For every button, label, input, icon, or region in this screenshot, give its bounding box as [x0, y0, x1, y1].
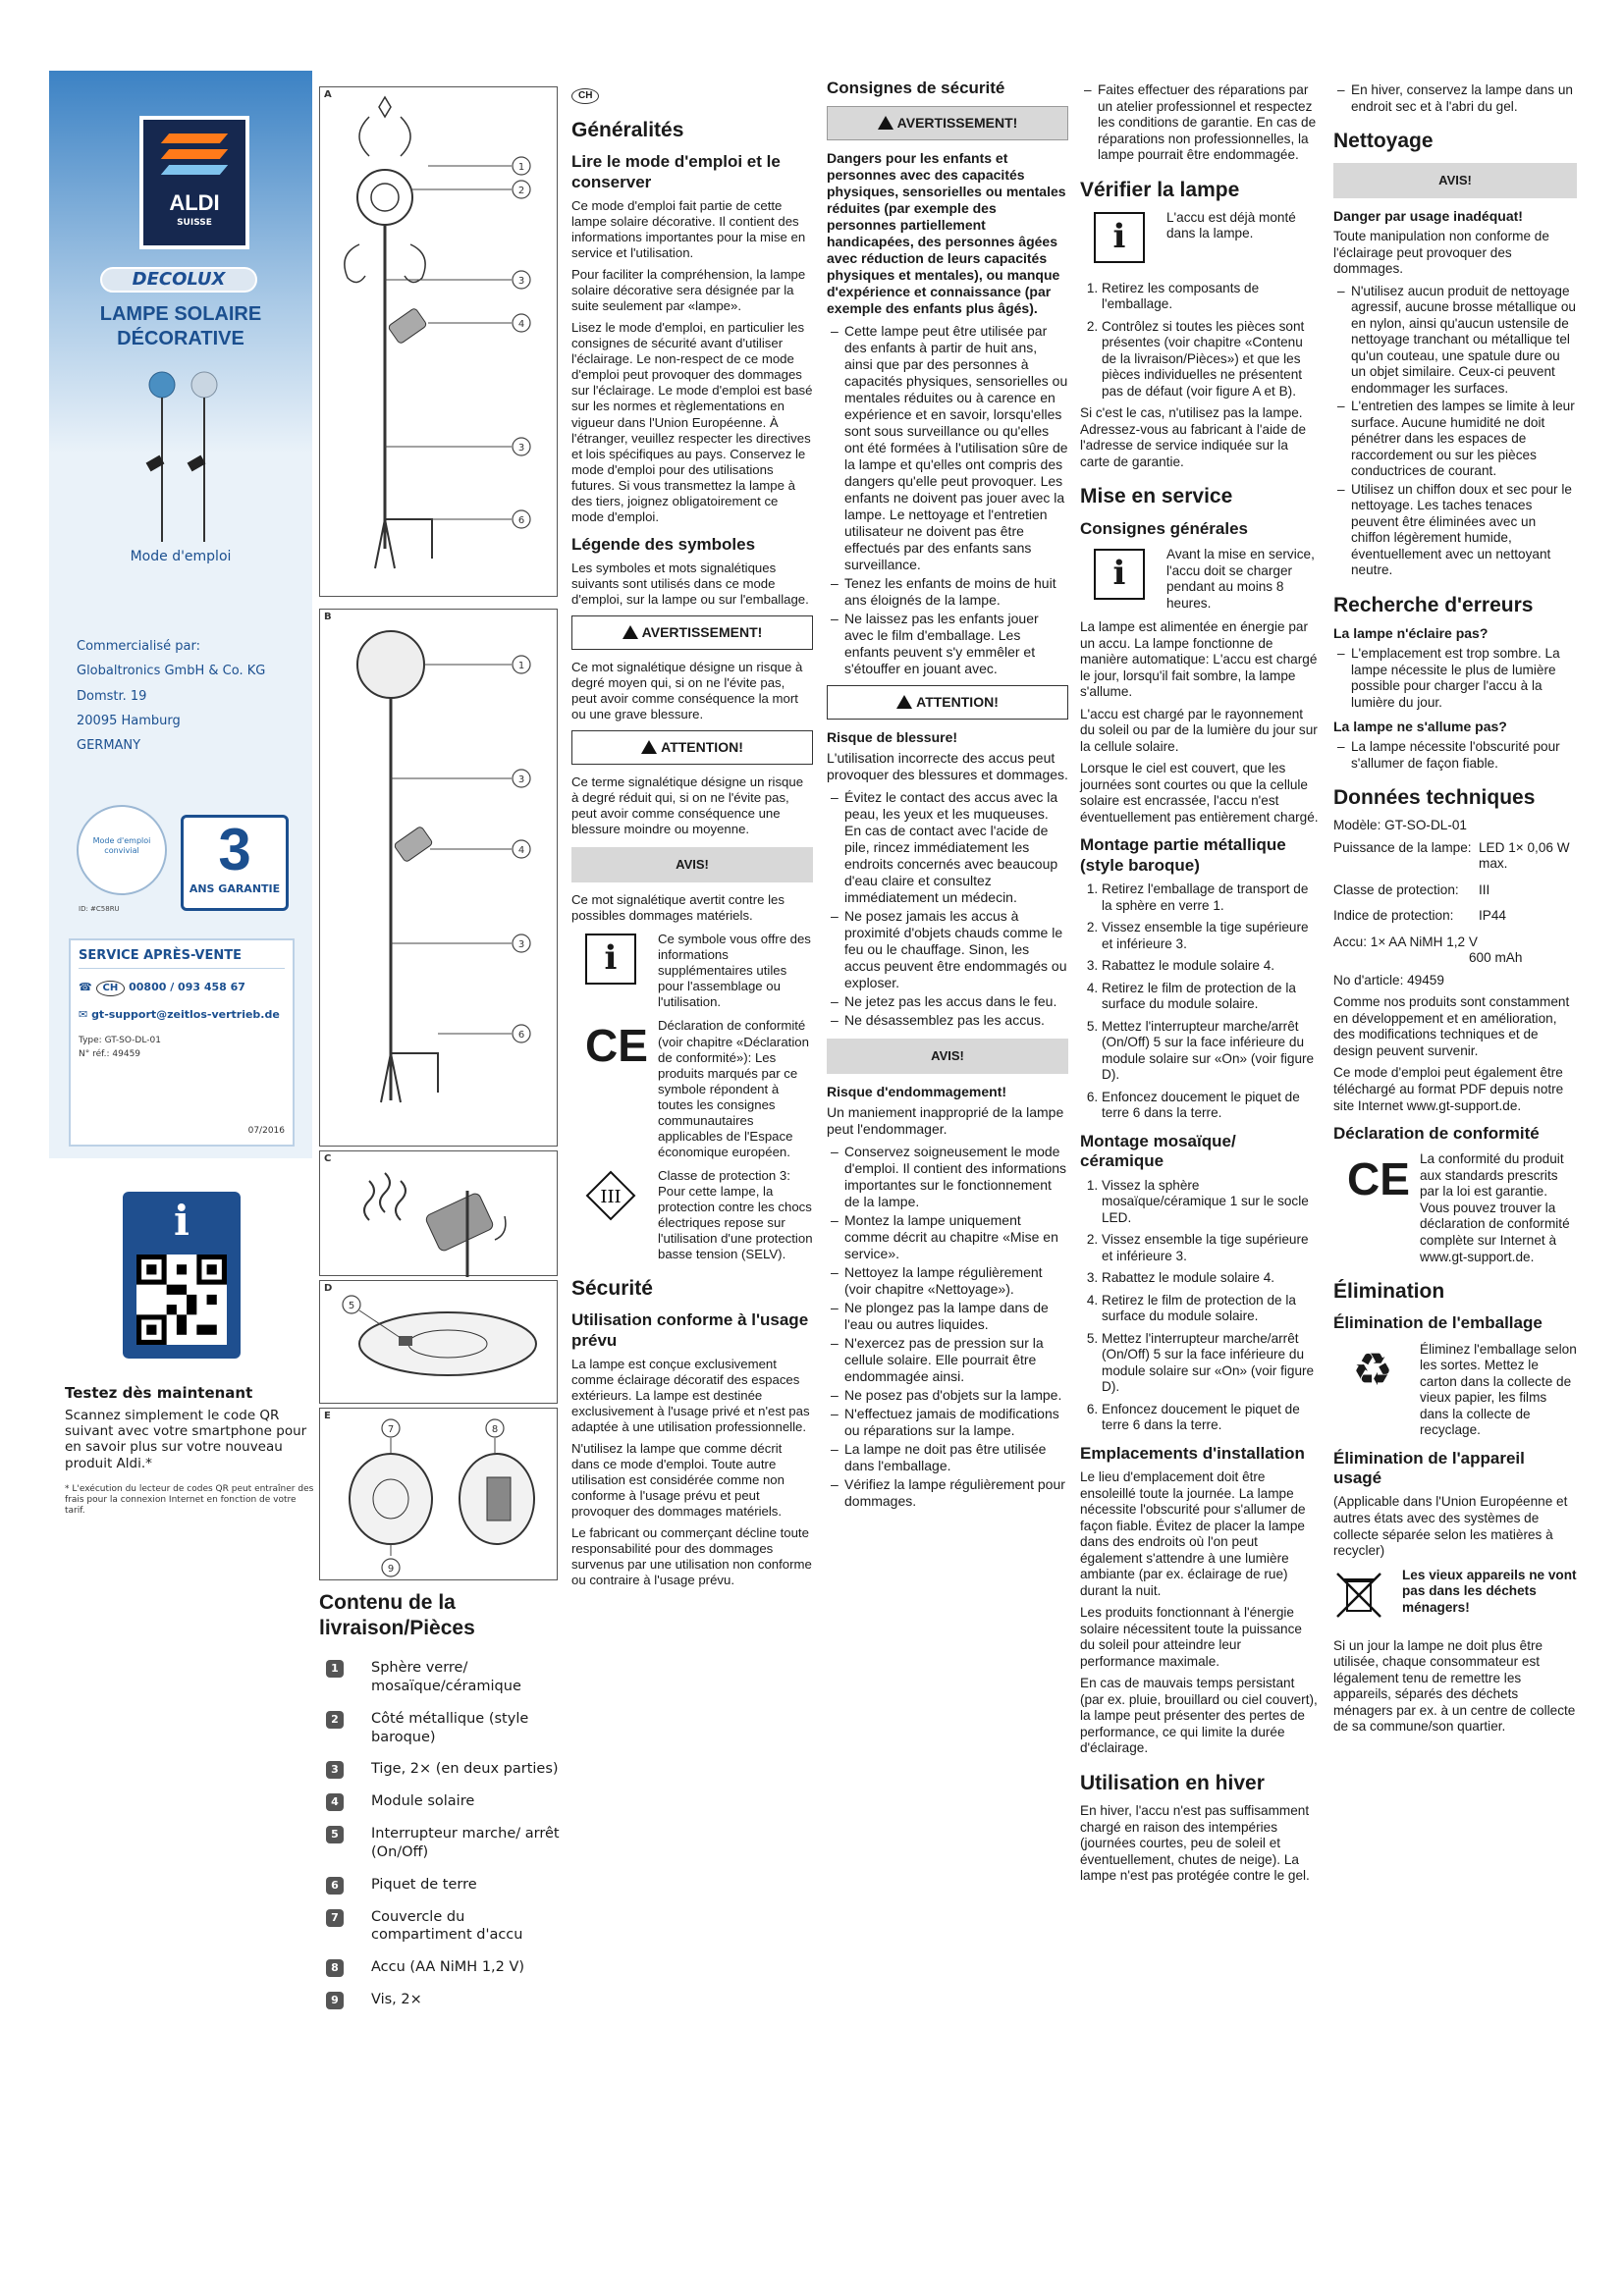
- symbol-ce: [571, 1018, 813, 1159]
- item-number: 7: [326, 1909, 344, 1927]
- accu: Accu: 1× AA NiMH 1,2 V: [1333, 934, 1478, 949]
- seal-id: ID: #C58RU: [79, 905, 120, 913]
- tech-row: [1333, 840, 1577, 873]
- item-number: 9: [326, 1992, 344, 2009]
- section-heading: Généralités: [571, 119, 684, 142]
- info-note: [1080, 210, 1320, 273]
- lamp-illustration: [137, 365, 226, 542]
- paragraph: Pour faciliter la compréhension, la lampe solaire décorative sera désignée par la suite seulement par «lampe».: [571, 267, 806, 314]
- paragraph: Les vieux appareils ne vont pas dans les déchets ménagers!: [1402, 1567, 1577, 1615]
- warning-label: [571, 615, 813, 650]
- ce-mark-icon: CE: [585, 1020, 648, 1072]
- paragraph: Déclaration de conformité (voir chapitre «Déclaration de conformité»): Les produits marqués par ce symbole répondent à toutes les consignes communautaires applicables de l'Espace économique européen.: [658, 1018, 809, 1159]
- list-item: – Évitez le contact des accus avec la peau, les yeux et les muqueuses. En cas de contact avec l'acide de pile, rincez immédiatement les endroits concernés avec beaucoup d'eau claire et consultez immédiatement un médecin.: [844, 789, 1068, 906]
- bullet-list: [1080, 82, 1320, 164]
- figure-e: [319, 1408, 558, 1580]
- paragraph: Avant la mise en service, l'accu doit se charger pendant au moins 8 heures.: [1166, 547, 1315, 611]
- paragraph: En hiver, l'accu n'est pas suffisamment chargé en raison des intempéries (journées courtes, peu de soleil et éventuellement, chutes de neige). La lampe n'est pas protégée contre le gel.: [1080, 1803, 1310, 1884]
- item-label: Couvercle du compartiment d'accu: [371, 1908, 523, 1944]
- svg-text:2: 2: [517, 186, 525, 196]
- subsection-heading: Montage partie métallique (style baroque): [1080, 835, 1286, 875]
- qr-info-box: [123, 1192, 241, 1359]
- figure-label: A: [324, 89, 332, 100]
- warning-triangle-icon: [641, 740, 657, 754]
- section-heading: Vérifier la lampe: [1080, 178, 1240, 201]
- item-number: 2: [326, 1711, 344, 1729]
- svg-text:3: 3: [517, 774, 525, 785]
- svg-text:1: 1: [517, 162, 525, 173]
- info-note: [1080, 547, 1320, 612]
- svg-text:4: 4: [517, 845, 525, 856]
- article-number: No d'article: 49459: [1333, 972, 1444, 988]
- figure-d-drawing: [320, 1281, 559, 1405]
- notice-label: AVIS!: [571, 847, 813, 882]
- list-item: 4. Retirez le film de protection de la surface du module solaire.: [1102, 981, 1320, 1013]
- qr-heading: Testez dès maintenant: [65, 1384, 253, 1402]
- brand-logo: DECOLUX: [100, 267, 257, 293]
- paragraph: Ce mode d'emploi peut également être téléchargé au format PDF depuis notre site Internet www.gt-support.de.: [1333, 1065, 1564, 1113]
- list-item: 1. Retirez l'emballage de transport de la sphère en verre 1.: [1102, 881, 1320, 914]
- aldi-logo: [139, 116, 249, 249]
- notice-label: AVIS!: [827, 1039, 1068, 1074]
- tech-key: Indice de protection:: [1333, 908, 1454, 924]
- item-label: Interrupteur marche/ arrêt (On/Off): [371, 1826, 560, 1860]
- recycling-note: [1333, 1342, 1577, 1439]
- paragraph: Ce symbole vous offre des informations supplémentaires utiles pour l'assemblage ou l'utilisation.: [658, 932, 811, 1010]
- svg-text:3: 3: [517, 939, 525, 950]
- item-number: 5: [326, 1826, 344, 1843]
- bullet-list: [1333, 739, 1577, 772]
- product-title: LAMPE SOLAIRE DÉCORATIVE: [99, 303, 262, 349]
- section-heading: Recherche d'erreurs: [1333, 593, 1534, 616]
- figure-label: C: [324, 1153, 332, 1164]
- subsection-heading: Légende des symboles: [571, 534, 756, 554]
- attention-text: ATTENTION!: [661, 739, 743, 756]
- section-heading: Utilisation en hiver: [1080, 1771, 1265, 1794]
- list-item: 6. Enfoncez doucement le piquet de terre 6 dans la terre.: [1102, 1402, 1320, 1434]
- cover-panel: [49, 71, 312, 1158]
- subsection-heading: Risque d'endommagement!: [827, 1084, 1007, 1100]
- list-item: – N'utilisez aucun produit de nettoyage agressif, aucune brosse métallique ou en nylon, ainsi qu'aucun ustensile de nettoyage tranchant ou métallique tel qu'un couteau, une spatule dure ou un objet similaire. Ceux-ci peuvent endommager les surfaces.: [1351, 284, 1577, 398]
- list-item: 5. Mettez l'interrupteur marche/arrêt (On/Off) 5 sur la face inférieure du module solaire sur «On» (voir figure D).: [1102, 1019, 1320, 1084]
- paragraph: L'utilisation incorrecte des accus peut provoquer des blessures et dommages.: [827, 750, 1068, 783]
- edition-date: 07/2016: [247, 1126, 285, 1137]
- info-icon: i: [585, 934, 636, 985]
- list-item: – L'entretien des lampes se limite à leur surface. Aucune humidité ne doit pénétrer dans les espaces de raccordement ou sur les pièces conductrices de courant.: [1351, 399, 1577, 480]
- type-line: Type: GT-SO-DL-01: [79, 1036, 161, 1046]
- list-item: [326, 1991, 562, 2009]
- subsection-heading: Consignes de sécurité: [827, 79, 1005, 97]
- paragraph: Si c'est le cas, n'utilisez pas la lampe. Adressez-vous au fabricant à l'aide de l'adresse de service indiquée sur la carte de garantie.: [1080, 405, 1307, 469]
- list-item: – Ne plongez pas la lampe dans de l'eau ou autres liquides.: [844, 1300, 1068, 1333]
- service-box: [69, 938, 295, 1147]
- tech-value: IP44: [1479, 908, 1506, 924]
- item-number: 3: [326, 1761, 344, 1779]
- recycling-icon: ♻: [1352, 1343, 1393, 1395]
- warning-triangle-icon: [878, 116, 893, 130]
- svg-text:6: 6: [517, 1030, 525, 1041]
- svg-text:3: 3: [517, 276, 525, 287]
- paragraph: Les symboles et mots signalétiques suivants sont utilisés dans ce mode d'emploi, sur la lampe ou sur l'emballage.: [571, 561, 809, 608]
- list-item: 2. Contrôlez si toutes les pièces sont présentes (voir chapitre «Contenu de la livraison/Pièces») et que les pièces individuelles ne présentent pas de défaut (voir figure A et B).: [1102, 319, 1320, 400]
- list-item: [326, 1760, 562, 1779]
- list-item: – N'exercez pas de pression sur la cellule solaire. Elle pourrait être endommagée ainsi.: [844, 1335, 1068, 1385]
- svg-text:8: 8: [491, 1424, 499, 1435]
- email-icon: ✉: [79, 1008, 88, 1022]
- crossed-bin-icon: [1333, 1570, 1384, 1621]
- paragraph: La conformité du produit aux standards prescrits par la loi est garantie. Vous pouvez trouver la déclaration de conformité complète sur Internet à www.gt-support.de.: [1420, 1151, 1570, 1264]
- paragraph: Les produits fonctionnant à l'énergie solaire nécessitent toute la puissance du soleil pour atteindre leur performance maximale.: [1080, 1605, 1302, 1669]
- figure-c-drawing: [320, 1151, 559, 1277]
- bullet-list: [1333, 646, 1577, 711]
- paragraph: L'accu est chargé par le rayonnement du soleil ou par de la lumière du jour sur la cellule solaire.: [1080, 706, 1318, 754]
- list-item: – Ne désassemblez pas les accus.: [844, 1012, 1068, 1029]
- ref-line: N° réf.: 49459: [79, 1048, 141, 1059]
- warning-triangle-icon: [896, 695, 912, 709]
- item-label: Sphère verre/ mosaïque/céramique: [371, 1660, 521, 1694]
- list-item: – Vérifiez la lampe régulièrement pour dommages.: [844, 1476, 1068, 1510]
- figure-d: [319, 1280, 558, 1404]
- quality-seal: Mode d'emploi convivial: [77, 805, 167, 895]
- paragraph: La lampe est conçue exclusivement comme éclairage décoratif des espaces extérieurs. La lampe est destinée exclusivement à l'usage privé et n'est pas adaptée à une utilisation professionnelle.: [571, 1356, 810, 1435]
- service-phone-row: [79, 981, 285, 996]
- protection-class-icon: [585, 1170, 636, 1221]
- paragraph: Lisez le mode d'emploi, en particulier les consignes de sécurité avant d'utiliser l'éclairage. Le non-respect de ce mode d'emploi peut provoquer des dommages sur l'éclairage. Le mode d'emploi est basé sur les normes et règlementations en vigueur dans l'Union Européenne. À l'étranger, veuillez respecter les directives et lois spécifiques au pays. Conservez le mode d'emploi pour des utilisations futures. Si vous transmettez la lampe à des tiers, joignez obligatoirement ce mode d'emploi.: [571, 320, 813, 524]
- guarantee-label: ANS GARANTIE: [189, 882, 281, 895]
- list-item: 1. Retirez les composants de l'emballage.: [1102, 281, 1320, 313]
- distributor-line: Domstr. 19: [77, 688, 147, 704]
- list-item: [326, 1792, 562, 1811]
- contents-list: [326, 1659, 562, 2023]
- tech-key: Puissance de la lampe:: [1333, 839, 1472, 855]
- list-item: – L'emplacement est trop sombre. La lampe nécessite le plus de lumière possible pour charger l'accu à la lumière du jour.: [1351, 646, 1577, 711]
- section-heading: Nettoyage: [1333, 130, 1434, 153]
- paragraph: Ce terme signalétique désigne un risque à degré réduit qui, si on ne l'évite pas, peut avoir comme conséquence une blessure moindre ou moyenne.: [571, 774, 804, 837]
- list-item: – Montez la lampe uniquement comme décrit au chapitre «Mise en service».: [844, 1212, 1068, 1262]
- paragraph: L'accu est déjà monté dans la lampe.: [1166, 209, 1296, 241]
- cover-header: [49, 71, 312, 454]
- attention-label: [571, 730, 813, 765]
- list-item: – En hiver, conservez la lampe dans un endroit sec et à l'abri du gel.: [1351, 82, 1577, 115]
- subsection-heading: Élimination de l'appareil usagé: [1333, 1448, 1525, 1488]
- subsection-heading: Lire le mode d'emploi et le conserver: [571, 152, 781, 191]
- question: La lampe n'éclaire pas?: [1333, 625, 1489, 642]
- country-badge: CH: [571, 88, 599, 104]
- qr-text: Scannez simplement le code QR suivant avec votre smartphone pour en savoir plus sur votre nouveau produit Aldi.*: [65, 1408, 307, 1471]
- figure-b-drawing: [320, 610, 559, 1148]
- column-general: [571, 86, 813, 1594]
- figure-label: E: [324, 1411, 331, 1421]
- item-number: 4: [326, 1793, 344, 1811]
- protection-class-text: III: [600, 1186, 622, 1207]
- tech-value: LED 1× 0,06 W max.: [1479, 839, 1570, 872]
- figure-b: [319, 609, 558, 1147]
- tech-value: III: [1479, 881, 1490, 897]
- service-email: gt-support@zeitlos-vertrieb.de: [91, 1008, 280, 1022]
- bullet-list: [1333, 284, 1577, 579]
- warning-label: [827, 106, 1068, 140]
- figure-a-drawing: [320, 87, 559, 598]
- guarantee-years: 3: [218, 817, 251, 882]
- manual-label: Mode d'emploi: [130, 549, 232, 564]
- info-icon: i: [1094, 212, 1145, 263]
- service-title: SERVICE APRÈS-VENTE: [79, 948, 285, 969]
- list-item: 6. Enfoncez doucement le piquet de terre 6 dans la terre.: [1102, 1090, 1320, 1122]
- guarantee-badge: [181, 815, 289, 911]
- list-item: – La lampe ne doit pas être utilisée dans l'emballage.: [844, 1441, 1068, 1474]
- bullet-list: [1333, 82, 1577, 115]
- symbol-class: [571, 1168, 813, 1262]
- paragraph: Lorsque le ciel est couvert, que les journées sont courtes ou que la cellule solaire est encrassée, l'accu n'est éventuellement pas entièrement chargé.: [1080, 761, 1319, 825]
- distributor-line: Globaltronics GmbH & Co. KG: [77, 664, 266, 679]
- logo-name: ALDI: [169, 190, 220, 215]
- logo-sub: SUISSE: [177, 218, 212, 228]
- list-item: – Utilisez un chiffon doux et sec pour le nettoyage. Les taches tenaces peuvent être éliminées avec un chiffon légèrement humide, éventuellement avec un nettoyant neutre.: [1351, 482, 1577, 579]
- item-number: 8: [326, 1959, 344, 1977]
- list-item: [326, 1958, 562, 1977]
- paragraph: Ce mot signalétique désigne un risque à degré moyen qui, si on ne l'évite pas, peut avoir comme conséquence la mort ou une grave blessure.: [571, 660, 803, 722]
- logo-stripe: [161, 133, 228, 143]
- svg-text:4: 4: [517, 319, 525, 330]
- distributor-address: [77, 634, 265, 759]
- attention-text: ATTENTION!: [916, 694, 999, 711]
- question: La lampe ne s'allume pas?: [1333, 719, 1507, 735]
- paragraph: Ce mode d'emploi fait partie de cette lampe solaire décorative. Il contient des informations importantes pour la mise en service et l'utilisation.: [571, 198, 806, 261]
- distributor-line: 20095 Hamburg: [77, 714, 181, 729]
- list-item: – Ne jetez pas les accus dans le feu.: [844, 993, 1068, 1010]
- item-number: 1: [326, 1660, 344, 1678]
- distributor-line: Commercialisé par:: [77, 639, 200, 654]
- list-item: – La lampe nécessite l'obscurité pour s'allumer de façon fiable.: [1351, 739, 1577, 772]
- warning-triangle-icon: [623, 625, 638, 639]
- paragraph: Dangers pour les enfants et personnes avec des capacités physiques, sensorielles ou mentales réduites (par exemple des personnes partiellement handicapées, des personnes âgées avec réduction de leurs capacités physiques et mentales), ou manque d'expérience et connaissance (par exemple des enfants plus âgés).: [827, 150, 1066, 317]
- list-item: [326, 1876, 562, 1895]
- info-icon: i: [1094, 549, 1145, 600]
- symbol-info: [571, 932, 813, 1010]
- accu-capacity: 600 mAh: [1469, 950, 1523, 966]
- list-item: 2. Vissez ensemble la tige supérieure et inférieure 3.: [1102, 920, 1320, 952]
- country-badge: CH: [96, 981, 126, 996]
- model: Modèle: GT-SO-DL-01: [1333, 818, 1467, 833]
- list-item: – Cette lampe peut être utilisée par des enfants à partir de huit ans, ainsi que par des personnes à capacités physiques, sensorielles ou mentales réduites ou à carence en expérience et en savoir, lorsqu'elles sont sous surveillance ou qu'elles ont été formées à l'utilisation sûre de la lampe et qu'elles ont compris des dangers qu'elle peut provoquer. Les enfants ne doivent pas jouer avec la lampe. Le nettoyage et l'entretien utilisateur ne doivent pas être effectués par des enfants sans surveillance.: [844, 323, 1068, 573]
- list-item: – Conservez soigneusement le mode d'emploi. Il contient des informations importantes sur le fonctionnement de la lampe.: [844, 1144, 1068, 1210]
- figure-a: [319, 86, 558, 597]
- ce-mark-icon: CE: [1347, 1153, 1410, 1205]
- list-item: 1. Vissez la sphère mosaïque/céramique 1 sur le socle LED.: [1102, 1178, 1320, 1227]
- conformity-note: [1333, 1151, 1577, 1265]
- list-item: – Tenez les enfants de moins de huit ans éloignés de la lampe.: [844, 575, 1068, 609]
- paragraph: En cas de mauvais temps persistant (par ex. pluie, brouillard ou ciel couvert), la lampe peut présenter des pertes de performance, ce qui limite la durée d'éclairage.: [1080, 1676, 1318, 1756]
- notice-label: AVIS!: [1333, 163, 1577, 198]
- section-heading: Données techniques: [1333, 786, 1536, 810]
- paragraph: Ce mot signalétique avertit contre les possibles dommages matériels.: [571, 892, 785, 924]
- attention-label: [827, 685, 1068, 720]
- svg-text:9: 9: [387, 1564, 395, 1575]
- bullet-list: [827, 1144, 1068, 1510]
- figure-label: B: [324, 612, 332, 622]
- paragraph: (Applicable dans l'Union Européenne et autres états avec des systèmes de collecte séparée selon les matières à recycler): [1333, 1494, 1568, 1559]
- list-item: [326, 1710, 562, 1747]
- service-email-row: [79, 1008, 285, 1021]
- subsection-heading: Emplacements d'installation: [1080, 1443, 1305, 1463]
- subsection-heading: Utilisation conforme à l'usage prévu: [571, 1310, 809, 1350]
- tech-row: [1333, 908, 1577, 925]
- warning-text: AVERTISSEMENT!: [896, 115, 1018, 132]
- list-item: [326, 1908, 562, 1946]
- svg-text:3: 3: [517, 443, 525, 454]
- list-item: – Ne laissez pas les enfants jouer avec le film d'emballage. Les enfants peuvent s'y emmêler et s'étouffer en jouant avec.: [844, 611, 1068, 677]
- list-item: 3. Rabattez le module solaire 4.: [1102, 1270, 1320, 1287]
- section-heading: Élimination: [1333, 1280, 1445, 1304]
- item-label: Vis, 2×: [371, 1992, 422, 2008]
- tech-key: Classe de protection:: [1333, 881, 1459, 897]
- qr-footnote: * L'exécution du lecteur de codes QR peut entraîner des frais pour la connexion Internet en fonction de votre tarif.: [65, 1484, 314, 1516]
- bullet-list: [827, 323, 1068, 677]
- list-item: – Faites effectuer des réparations par un atelier professionnel et respectez les conditions de garantie. En cas de réparations non professionnelles, la lampe pourrait être endommagée.: [1098, 82, 1320, 164]
- subsection-heading: Montage mosaïque/ céramique: [1080, 1131, 1236, 1171]
- svg-text:7: 7: [387, 1424, 395, 1435]
- subsection-heading: Élimination de l'emballage: [1333, 1313, 1543, 1333]
- list-item: 2. Vissez ensemble la tige supérieure et inférieure 3.: [1102, 1232, 1320, 1264]
- column-maintenance: [1333, 82, 1577, 1741]
- bullet-list: [827, 789, 1068, 1029]
- list-item: 5. Mettez l'interrupteur marche/arrêt (On/Off) 5 sur la face inférieure du module solaire sur «On» (voir figure D).: [1102, 1331, 1320, 1396]
- svg-text:1: 1: [517, 661, 525, 671]
- tech-row: [1333, 882, 1577, 899]
- paragraph: Classe de protection 3: Pour cette lampe, la protection contre les chocs électriques repose sur l'utilisation d'une protection basse tension (SELV).: [658, 1167, 813, 1261]
- column-safety: [827, 79, 1068, 1516]
- paragraph: Comme nos produits sont constamment en développement et en amélioration, des modifications techniques et de design peuvent survenir.: [1333, 994, 1570, 1058]
- subsection-heading: Consignes générales: [1080, 518, 1249, 538]
- numbered-list: [1080, 881, 1320, 1122]
- subsection-heading: Risque de blessure!: [827, 729, 958, 746]
- weee-note: [1333, 1568, 1577, 1630]
- service-phone: 00800 / 093 458 67: [129, 980, 245, 993]
- svg-text:6: 6: [517, 515, 525, 526]
- figure-label: D: [324, 1283, 333, 1294]
- figure-e-drawing: [320, 1409, 559, 1581]
- info-icon: i: [174, 1197, 189, 1245]
- paragraph: N'utilisez la lampe que comme décrit dans ce mode d'emploi. Toute autre utilisation est considérée comme non conforme à l'usage prévu et peut provoquer des dommages matériels.: [571, 1441, 785, 1520]
- paragraph: Un maniement inapproprié de la lampe peut l'endommager.: [827, 1104, 1064, 1138]
- item-label: Piquet de terre: [371, 1876, 477, 1893]
- column-setup: [1080, 82, 1320, 1891]
- paragraph: Si un jour la lampe ne doit plus être utilisée, chaque consommateur est légalement tenu de remettre les appareils, séparés des déchets ménagers par ex. à un centre de collecte de sa commune/son quartier.: [1333, 1637, 1576, 1735]
- distributor-line: GERMANY: [77, 738, 141, 754]
- paragraph: Toute manipulation non conforme de l'éclairage peut provoquer des dommages.: [1333, 229, 1549, 277]
- paragraph: La lampe est alimentée en énergie par un accu. La lampe fonctionne de manière automatique: L'accu est chargé le jour, lorsqu'il fait sombre, la lampe s'allume.: [1080, 619, 1318, 700]
- paragraph: Le fabricant ou commerçant décline toute responsabilité pour des dommages survenus par une utilisation non conforme ou contraire à l'usage prévu.: [571, 1525, 812, 1588]
- numbered-list: [1080, 1178, 1320, 1434]
- subsection-heading: Déclaration de conformité: [1333, 1124, 1540, 1144]
- list-item: – Nettoyez la lampe régulièrement (voir chapitre «Nettoyage»).: [844, 1264, 1068, 1298]
- svg-text:5: 5: [348, 1301, 355, 1311]
- item-number: 6: [326, 1877, 344, 1895]
- list-item: – Ne posez pas d'objets sur la lampe.: [844, 1387, 1068, 1404]
- list-item: 3. Rabattez le module solaire 4.: [1102, 958, 1320, 975]
- item-label: Côté métallique (style baroque): [371, 1710, 529, 1745]
- figure-c: [319, 1150, 558, 1276]
- numbered-list: [1080, 281, 1320, 400]
- warning-text: AVERTISSEMENT!: [641, 624, 763, 641]
- paragraph: Éliminez l'emballage selon les sortes. Mettez le carton dans la collecte de vieux papier, les films dans la collecte de recyclage.: [1420, 1341, 1577, 1438]
- logo-stripe: [161, 165, 228, 175]
- list-item: – N'effectuez jamais de modifications ou réparations sur la lampe.: [844, 1406, 1068, 1439]
- list-item: – Ne posez jamais les accus à proximité d'objets chauds comme le feu ou le chauffage. Sinon, les accus peuvent être endommagés ou exploser.: [844, 908, 1068, 991]
- paragraph: Le lieu d'emplacement doit être ensoleillé toute la journée. La lampe nécessite l'obscurité pour s'allumer de façon fiable. Évitez de placer la lampe dans des endroits où l'on peut également s'attendre à une lumière ambiante (par ex. éclairage de rue) durant la nuit.: [1080, 1469, 1306, 1598]
- section-heading: Mise en service: [1080, 485, 1233, 508]
- list-item: [326, 1659, 562, 1696]
- service-type: [79, 1035, 285, 1061]
- list-item: [326, 1825, 562, 1862]
- logo-stripe: [161, 149, 228, 159]
- section-heading: Sécurité: [571, 1276, 653, 1300]
- item-label: Tige, 2× (en deux parties): [371, 1761, 559, 1778]
- item-label: Module solaire: [371, 1793, 475, 1810]
- item-label: Accu (AA NiMH 1,2 V): [371, 1959, 525, 1976]
- phone-icon: ☎: [79, 980, 92, 993]
- contents-title: Contenu de la livraison/Pièces: [319, 1591, 475, 1640]
- subsection-heading: Danger par usage inadéquat!: [1333, 208, 1523, 224]
- qr-code[interactable]: [136, 1255, 227, 1345]
- list-item: 4. Retirez le film de protection de la surface du module solaire.: [1102, 1293, 1320, 1325]
